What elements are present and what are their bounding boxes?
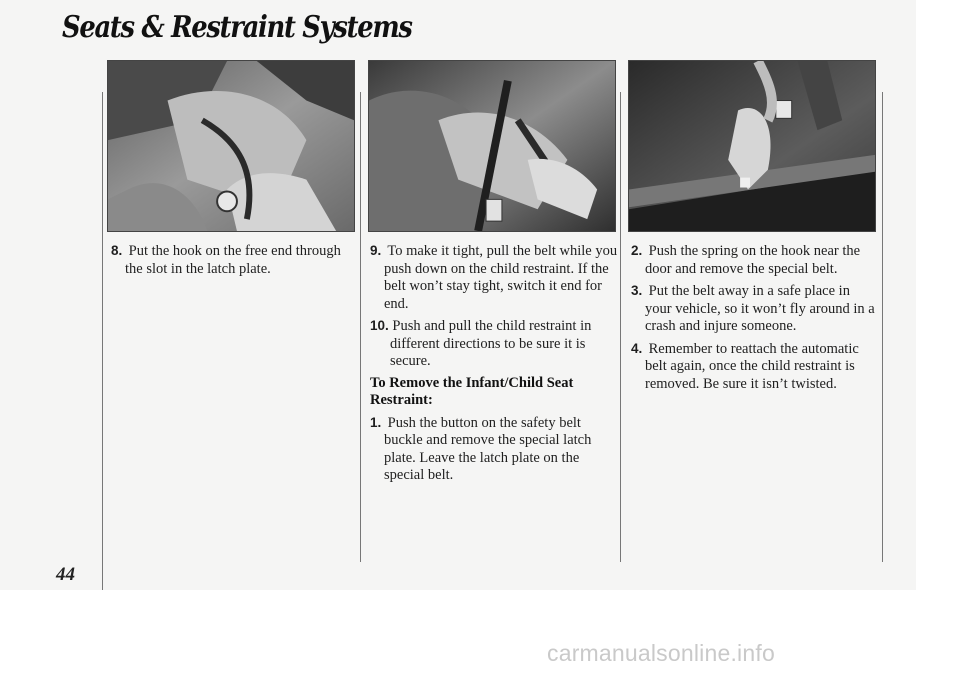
step-8 — [111, 242, 353, 278]
column-3-text — [631, 242, 877, 397]
step-number: 1. — [370, 414, 382, 430]
column-rule — [882, 92, 883, 562]
photo-remove-belt — [628, 60, 876, 232]
photo-hook-latch-plate — [107, 60, 355, 232]
step-number: 3. — [631, 283, 643, 298]
step-text: Remember to reattach the automatic belt again, once the child restraint is removed. Be sure it isn’t twisted. — [645, 340, 859, 392]
photo-tighten-belt — [368, 60, 616, 232]
photo-tighten-belt-illustration — [369, 61, 615, 231]
subheading-remove-restraint: To Remove the Infant/Child Seat Restraint: — [370, 374, 574, 408]
column-rule — [102, 92, 103, 590]
column-2-text — [370, 242, 618, 489]
step-text: Push the spring on the hook near the door and remove the special belt. — [645, 243, 861, 277]
step-text: Push the button on the safety belt buckle and remove the special latch plate. Leave the latch plate on the special belt. — [384, 414, 592, 483]
step-9 — [370, 242, 618, 313]
step-1 — [370, 414, 618, 485]
step-number: 10. — [370, 318, 389, 333]
watermark: carmanualsonline.info — [547, 640, 775, 666]
column-1-text — [111, 242, 353, 282]
photo-remove-belt-illustration — [629, 61, 875, 231]
photo-hook-latch-plate-illustration — [108, 61, 354, 231]
step-number: 8. — [111, 243, 123, 258]
step-number: 4. — [631, 340, 643, 356]
column-rule — [620, 92, 621, 562]
step-number: 2. — [631, 243, 643, 258]
step-2 — [631, 242, 877, 278]
step-3 — [631, 282, 877, 336]
step-text: Put the hook on the free end through the slot in the latch plate. — [125, 243, 341, 277]
step-text: Push and pull the child restraint in different directions to be sure it is secure. — [390, 318, 592, 369]
step-text: To make it tight, pull the belt while you push down on the child restraint. If the belt won’t stay tight, switch it end for end. — [384, 243, 618, 312]
section-title: Seats & Restraint Systems — [62, 10, 412, 45]
step-number: 9. — [370, 243, 382, 258]
step-4 — [631, 340, 877, 394]
page-number: 44 — [56, 564, 75, 585]
step-text: Put the belt away in a safe place in your vehicle, so it won’t fly around in a crash and injure someone. — [645, 283, 875, 334]
column-rule — [360, 92, 361, 562]
step-10 — [370, 317, 618, 371]
